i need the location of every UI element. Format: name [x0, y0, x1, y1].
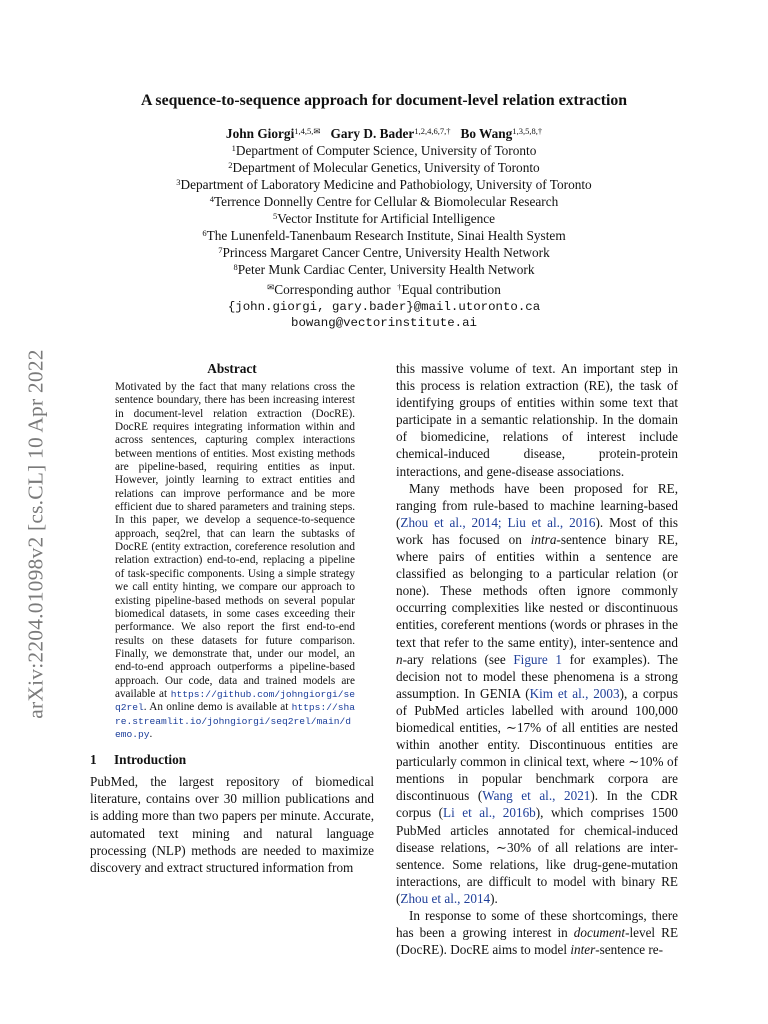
text-run: for examples). The decision not to model these phenomena is a strong assumption. In GENIA ( — [396, 651, 678, 701]
text-run: ). In the CDR corpus ( — [396, 788, 678, 821]
figure-link[interactable]: Figure 1 — [513, 651, 562, 667]
affiliation-text: The Lunenfeld-Tanenbaum Research Institute, Sinai Health System — [206, 227, 566, 243]
author-name: Bo Wang — [460, 126, 513, 141]
affiliation-text: Department of Laboratory Medicine and Pathobiology, University of Toronto — [180, 177, 592, 193]
affiliation-line — [60, 143, 708, 160]
arxiv-identifier — [22, 318, 50, 750]
affiliation-line — [60, 160, 708, 177]
author-sup: 1,2,4,6,7,† — [414, 126, 451, 136]
affiliation-sup: 7 — [218, 244, 223, 255]
text-run: ). — [490, 890, 498, 906]
emphasis: intra — [530, 531, 557, 547]
dagger-icon: † — [397, 281, 402, 292]
affiliation-sup: 6 — [202, 227, 207, 238]
correspondence-line — [60, 282, 708, 299]
text-run: ), which comprises 1500 PubMed articles annotated for chemical-induced disease relations, ∼30% of all relations are inter-sentence. Some relations, like drug-gene-mutation interactions, are difficult to model with binary RE ( — [396, 805, 678, 906]
emphasis: n — [396, 651, 403, 667]
citation-link[interactable]: Li et al., 2016b — [443, 805, 536, 821]
intro-paragraph — [396, 907, 678, 958]
citation-link[interactable]: Zhou et al., 2014; Liu et al., 2016 — [400, 514, 596, 530]
affiliation-sup: 1 — [231, 143, 236, 154]
abstract-end: . — [149, 727, 153, 740]
left-column — [90, 360, 374, 876]
envelope-icon: ✉ — [267, 281, 275, 292]
author-sup: 1,4,5,✉ — [294, 126, 321, 136]
affiliation-text: Peter Munk Cardiac Center, University Health Network — [237, 261, 535, 277]
citation-link[interactable]: Kim et al., 2003 — [529, 685, 620, 701]
equal-contribution-label: Equal contribution — [401, 281, 501, 297]
abstract-body: Motivated by the fact that many relations cross the sentence boundary, there has been increasing interest in document-level relation extraction (DocRE). DocRE requires integrating information within and across sentences, capturing complex interactions between mentions of entities. Most existing methods are pipeline-based, requiring entities as input. However, jointly learning to extract entities and relations can improve performance and be more efficient due to shared parameters and training steps. In this paper, we develop a sequence-to-sequence approach, seq2rel, that can learn the subtasks of DocRE (entity extraction, coreference resolution and relation extraction) end-to-end, replacing a pipeline of task-specific components. Using a simple strategy we call entity hinting, we compare our approach to existing pipeline-based methods on several popular biomedical datasets, in some cases exceeding their performance. We also report the first end-to-end results on these datasets for future comparison. Finally, we demonstrate that, under our model, an end-to-end approach outperforms a pipeline-based approach. Our code, data and trained models are available at — [115, 381, 355, 700]
author-name: John Giorgi — [225, 126, 295, 141]
affiliation-line — [60, 194, 708, 211]
intro-paragraph — [396, 480, 678, 907]
text-run: ). Most of this work has focused on — [396, 514, 679, 547]
email-line: {john.giorgi, gary.bader}@mail.utoronto.ca — [227, 299, 541, 314]
intro-paragraph: PubMed, the largest repository of biomedical literature, contains over 30 million publications and is adding more than two papers per minute. Accurate, automated text mining and natural language processing (NLP) methods are needed to maximize discovery and extract structured information from — [90, 774, 374, 875]
demo-link[interactable]: https://share.streamlit.io/johngiorgi/seq2rel/main/demo.py — [115, 702, 355, 740]
text-run: -ary relations (see — [402, 651, 514, 667]
emphasis: document — [573, 925, 626, 941]
section-title: Introduction — [114, 752, 187, 768]
affiliation-sup: 5 — [272, 211, 278, 222]
arxiv-identifier-text: arXiv:2204.01098v2 [cs.CL] 10 Apr 2022 — [23, 349, 48, 719]
abstract-text — [115, 381, 355, 741]
affiliation-line — [60, 262, 708, 279]
affiliation-sup: 8 — [233, 261, 238, 272]
text-run: ), a corpus of PubMed articles labelled with around 100,000 biomedical entities, ∼17% of all entities are nested within another entity. Discontinuous entities are particularly common in clinical text, where ∼10% of mentions in popular benchmark corpora are discontinuous ( — [396, 685, 678, 804]
emphasis: inter — [570, 942, 596, 958]
abstract-mid: . An online demo is available at — [143, 701, 292, 714]
affiliation-line — [60, 228, 708, 245]
affiliation-sup: 3 — [176, 177, 181, 188]
affiliation-text: Terrence Donnelly Centre for Cellular & Biomolecular Research — [213, 194, 559, 210]
text-run: -sentence binary RE, where pairs of entities within a sentence are classified as belonging to a particular relation (or none). These methods often ignore commonly occurring complexities like nested or discontinuous entities, coreferent mentions (words or phrases in the text that refer to the same entity), inter-sentence and — [396, 531, 678, 650]
affiliation-text: Vector Institute for Artificial Intelligence — [277, 211, 496, 227]
affiliation-line — [60, 177, 708, 194]
right-column — [396, 360, 678, 958]
author-list — [60, 126, 708, 143]
paper-title: A sequence-to-sequence approach for document-level relation extraction — [140, 92, 628, 109]
affiliation-line — [60, 211, 708, 228]
text-run: -sentence re- — [595, 942, 663, 958]
author-name: Gary D. Bader — [330, 126, 415, 141]
section-number: 1 — [90, 752, 97, 768]
citation-link[interactable]: Wang et al., 2021 — [482, 788, 591, 804]
section-heading — [90, 751, 374, 769]
affiliation-sup: 4 — [209, 194, 214, 205]
affiliation-text: Department of Computer Science, University of Toronto — [235, 143, 537, 159]
author-block — [60, 126, 708, 332]
abstract-heading: Abstract — [207, 361, 257, 376]
text-run: -level RE (DocRE). DocRE aims to model — [396, 925, 679, 958]
citation-link[interactable]: Zhou et al., 2014 — [400, 890, 491, 906]
corresponding-label: Corresponding author — [274, 281, 391, 297]
affiliation-text: Princess Margaret Cancer Centre, University Health Network — [222, 244, 550, 260]
affiliation-text: Department of Molecular Genetics, University of Toronto — [232, 160, 540, 176]
email-line: bowang@vectorinstitute.ai — [291, 316, 477, 331]
author-sup: 1,3,5,8,† — [512, 126, 543, 136]
text-run: In response to some of these shortcomings, there has been a growing interest in — [396, 908, 678, 941]
text-run: Many methods have been proposed for RE, ranging from rule-based to machine learning-based ( — [396, 480, 678, 530]
intro-paragraph: this massive volume of text. An important step in this process is relation extraction (RE), the task of identifying groups of entities within some text that participate in a semantic relationship. In the domain of biomedicine, relations of interest include chemical-induced disease, protein-protein interactions, and gene-disease associations. — [396, 361, 678, 479]
affiliation-line — [60, 245, 708, 262]
code-link[interactable]: https://github.com/johngiorgi/seq2rel — [115, 688, 355, 714]
affiliation-sup: 2 — [228, 160, 233, 171]
